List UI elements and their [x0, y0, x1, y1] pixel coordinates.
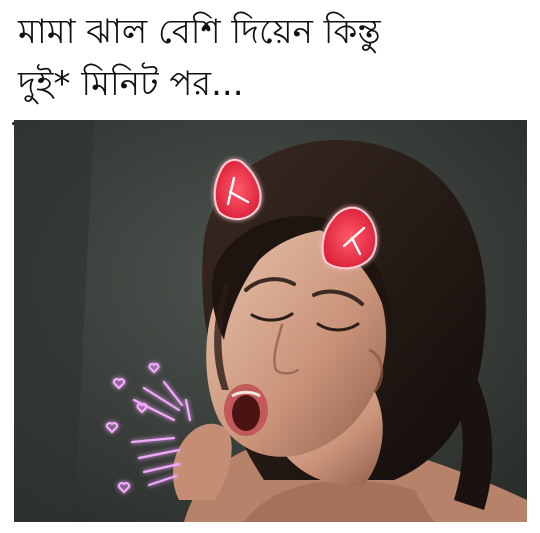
photo-illustration	[14, 120, 527, 522]
meme-caption	[18, 6, 528, 110]
caption-line-2: দুই* মিনিট পর...	[18, 64, 244, 104]
caption-line-1: মামা ঝাল বেশি দিয়েন কিন্তু	[18, 12, 381, 52]
meme-photo	[14, 120, 527, 522]
